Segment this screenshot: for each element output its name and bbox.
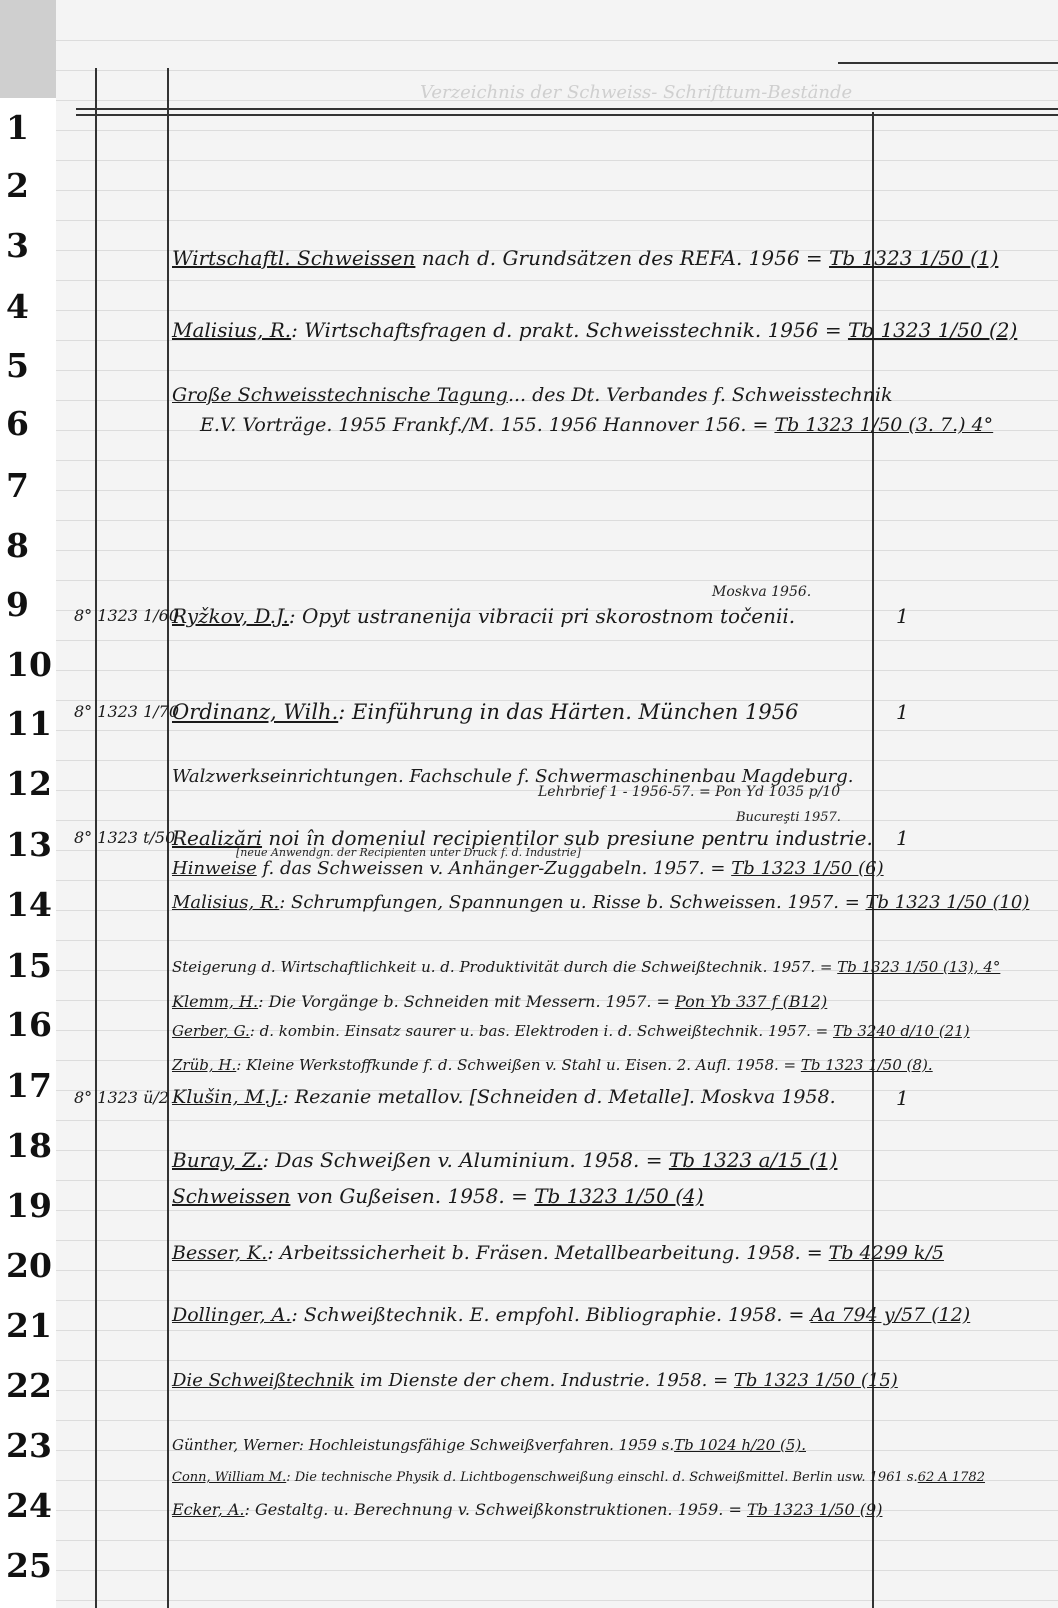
ruled-line <box>56 1570 1058 1571</box>
ruled-line <box>56 280 1058 281</box>
call-number: Tb 1323 1/50 (6) <box>731 858 884 879</box>
catalog-entry <box>172 1500 882 1519</box>
ruled-line <box>56 370 1058 371</box>
entry-author: Hinweise <box>172 858 257 879</box>
catalog-entry <box>172 1148 837 1172</box>
entry-text: von Gußeisen. 1958. = <box>290 1184 535 1208</box>
header-rule <box>76 108 1058 110</box>
ruled-line <box>56 40 1058 41</box>
catalog-entry <box>172 1086 836 1108</box>
call-number: Tb 1323 1/50 (2) <box>847 318 1018 342</box>
entry-author: Ryžkov, D.J. <box>172 604 289 628</box>
catalog-entry <box>172 1056 933 1074</box>
ruled-line <box>56 520 1058 521</box>
row-number: 13 <box>6 825 52 864</box>
call-number: Tb 1024 h/20 (5). <box>674 1436 806 1454</box>
ruled-line <box>56 1270 1058 1271</box>
ruled-line <box>56 490 1058 491</box>
ruled-line <box>56 1240 1058 1241</box>
ruled-line <box>56 760 1058 761</box>
ruled-line <box>56 1300 1058 1301</box>
catalog-entry <box>172 1370 898 1391</box>
ruled-line <box>56 1600 1058 1601</box>
entry-text: : Kleine Werkstoffkunde f. d. Schweißen v. Stahl u. Eisen. 2. Aufl. 1958. = <box>236 1056 801 1074</box>
entry-text: : Das Schweißen v. Aluminium. 1958. = <box>262 1148 669 1172</box>
catalog-entry <box>172 384 893 406</box>
call-number: Tb 1323 1/50 (15) <box>733 1370 898 1391</box>
entry-text: Steigerung d. Wirtschaftlichkeit u. d. Produktivität durch die Schweißtechnik. 1957. = <box>172 958 838 976</box>
entry-author: Große Schweisstechnische Tagung <box>172 384 508 406</box>
call-number: Aa 794 y/57 (12) <box>810 1304 971 1326</box>
ruled-line <box>56 1180 1058 1181</box>
call-number: Tb 4299 k/5 <box>828 1242 944 1264</box>
ledger-paper <box>56 0 1058 1608</box>
call-number: Tb 1323 1/50 (13), 4° <box>837 958 1001 976</box>
copy-count: 1 <box>896 604 909 628</box>
entry-text: : Schweißtechnik. E. empfohl. Bibliographie. 1958. = <box>291 1304 811 1326</box>
ruled-line <box>56 730 1058 731</box>
catalog-entry <box>172 892 1029 913</box>
row-number: 9 <box>6 585 29 624</box>
copy-count: 1 <box>896 1086 909 1110</box>
row-number: 14 <box>6 885 52 924</box>
entry-text: f. das Schweissen v. Anhänger-Zuggabeln. 1957. = <box>256 858 732 879</box>
marginal-note: Moskva 1956. <box>712 584 812 600</box>
catalog-entry <box>172 318 1017 342</box>
catalog-entry <box>172 1470 985 1485</box>
entry-text: : d. kombin. Einsatz saurer u. bas. Elektroden i. d. Schweißtechnik. 1957. = <box>249 1022 833 1040</box>
entry-text: nach d. Grundsätzen des REFA. 1956 = <box>415 246 830 270</box>
row-number: 1 <box>6 108 29 147</box>
call-number: 62 A 1782 <box>917 1470 985 1485</box>
entry-author: Ecker, A. <box>172 1500 245 1519</box>
row-number: 18 <box>6 1126 52 1165</box>
row-number: 6 <box>6 404 29 443</box>
ruled-line <box>56 670 1058 671</box>
row-number: 19 <box>6 1186 52 1225</box>
entry-author: Klemm, H. <box>172 992 259 1011</box>
ruled-line <box>56 190 1058 191</box>
call-number: Tb 1323 1/50 (1) <box>829 246 999 270</box>
row-number: 10 <box>6 645 52 684</box>
entry-author: Conn, William M. <box>172 1470 287 1485</box>
catalog-entry <box>172 958 1000 976</box>
ruled-line <box>56 580 1058 581</box>
row-number: 24 <box>6 1486 52 1525</box>
entry-text: : Schrumpfungen, Spannungen u. Risse b. Schweissen. 1957. = <box>279 892 866 913</box>
catalog-entry <box>172 1242 944 1264</box>
call-number: Tb 1323 1/50 (9) <box>746 1500 883 1519</box>
ruled-line <box>56 130 1058 131</box>
row-number: 2 <box>6 166 29 205</box>
entry-text: : Arbeitssicherheit b. Fräsen. Metallbearbeitung. 1958. = <box>267 1242 829 1264</box>
catalog-entry <box>200 414 993 436</box>
ruled-line <box>56 820 1058 821</box>
strip-header-block <box>0 0 56 98</box>
entry-text: : Rezanie metallov. [Schneiden d. Metalle]. Moskva 1958. <box>282 1086 836 1108</box>
entry-text: Günther, Werner: Hochleistungsfähige Schweißverfahren. 1959 s. <box>172 1436 675 1454</box>
entry-author: Schweissen <box>172 1184 291 1208</box>
shelf-mark: 8° 1323 ü/2 <box>74 1088 169 1107</box>
row-number: 17 <box>6 1066 52 1105</box>
ruled-line <box>56 460 1058 461</box>
ruled-line <box>56 310 1058 311</box>
ruled-line <box>56 1210 1058 1211</box>
ruled-line <box>56 1540 1058 1541</box>
row-number: 23 <box>6 1426 52 1465</box>
ruled-line <box>56 640 1058 641</box>
call-number: Tb 1323 1/50 (3. 7.) 4° <box>774 414 994 436</box>
catalog-entry <box>172 1436 806 1454</box>
copy-count: 1 <box>896 700 909 724</box>
entry-text: : Opyt ustranenija vibracii pri skorostnom točenii. <box>288 604 796 628</box>
entry-author: Ordinanz, Wilh. <box>172 700 339 724</box>
catalog-entry <box>172 1184 704 1208</box>
ruled-line <box>56 550 1058 551</box>
entry-author: Wirtschaftl. Schweissen <box>172 246 416 270</box>
entry-author: Klušin, M.J. <box>172 1086 283 1108</box>
entry-author: Gerber, G. <box>172 1022 250 1040</box>
header-rule <box>76 114 1058 116</box>
catalog-entry <box>172 992 827 1011</box>
entry-text: : Gestaltg. u. Berechnung v. Schweißkonstruktionen. 1959. = <box>244 1500 747 1519</box>
marginal-note: Bucureşti 1957. <box>736 810 841 825</box>
entry-text: Walzwerkseinrichtungen. Fachschule f. Schwermaschinenbau Magdeburg. <box>172 766 854 787</box>
row-number: 3 <box>6 226 29 265</box>
entry-text: noi în domeniul recipientilor sub presiune pentru industrie. <box>262 826 873 850</box>
entry-author: Buray, Z. <box>172 1148 263 1172</box>
row-number: 20 <box>6 1246 52 1285</box>
row-number: 15 <box>6 946 52 985</box>
entry-text: : Einführung in das Härten. München 1956 <box>338 700 799 724</box>
shelf-mark: 8° 1323 1/70 <box>74 702 179 721</box>
row-number: 22 <box>6 1366 52 1405</box>
catalog-entry <box>172 1022 970 1040</box>
call-number: Tb 1323 1/50 (8). <box>800 1056 933 1074</box>
catalog-entry <box>172 858 884 879</box>
entry-author: Die Schweißtechnik <box>172 1370 355 1391</box>
call-number: Tb 3240 d/10 (21) <box>833 1022 970 1040</box>
entry-author: Realizări <box>172 826 263 850</box>
row-number: 21 <box>6 1306 52 1345</box>
ruled-line <box>56 880 1058 881</box>
call-number: Tb 1323 1/50 (4) <box>534 1184 704 1208</box>
entry-text: : Wirtschaftsfragen d. prakt. Schweisstechnik. 1956 = <box>291 318 848 342</box>
ruled-line <box>56 70 1058 71</box>
ruled-line <box>56 940 1058 941</box>
call-number: Tb 1323 a/15 (1) <box>668 1148 838 1172</box>
row-number: 16 <box>6 1005 52 1044</box>
ruled-line <box>56 1330 1058 1331</box>
row-number: 11 <box>6 704 52 743</box>
catalog-entry <box>172 604 795 628</box>
entry-text: E.V. Vorträge. 1955 Frankf./M. 155. 1956 Hannover 156. = <box>200 414 775 436</box>
entry-author: Besser, K. <box>172 1242 268 1264</box>
ruled-line <box>56 160 1058 161</box>
header-rule <box>838 62 1058 64</box>
ruled-line <box>56 220 1058 221</box>
copy-count: 1 <box>896 826 909 850</box>
ruled-line <box>56 1360 1058 1361</box>
ruled-line <box>56 1420 1058 1421</box>
entry-text: : Die Vorgänge b. Schneiden mit Messern. 1957. = <box>258 992 676 1011</box>
entry-author: Malisius, R. <box>172 892 280 913</box>
row-number: 5 <box>6 346 29 385</box>
call-number: Pon Yb 337 f (B12) <box>675 992 828 1011</box>
row-number: 8 <box>6 526 29 565</box>
entry-text: ... des Dt. Verbandes f. Schweisstechnik <box>507 384 893 406</box>
marginal-note: Lehrbrief 1 - 1956-57. = Pon Yd 1035 p/10 <box>538 784 841 800</box>
entry-text: : Die technische Physik d. Lichtbogenschweißung einschl. d. Schweißmittel. Berlin usw. 1961 s. <box>286 1470 918 1485</box>
faint-heading: Verzeichnis der Schweiss- Schrifttum-Bestände <box>420 82 853 103</box>
ruled-line <box>56 1120 1058 1121</box>
entry-text: im Dienste der chem. Industrie. 1958. = <box>354 1370 734 1391</box>
entry-author: Malisius, R. <box>172 318 292 342</box>
catalog-entry <box>172 700 798 724</box>
call-number: Tb 1323 1/50 (10) <box>865 892 1030 913</box>
row-number: 7 <box>6 466 29 505</box>
entry-author: Zrüb, H. <box>172 1056 237 1074</box>
shelf-mark: 8° 1323 t/50 <box>74 828 176 847</box>
catalog-entry <box>172 1304 970 1326</box>
marginal-note: [neue Anwendgn. der Recipienten unter Druck f. d. Industrie] <box>236 846 581 859</box>
row-number: 25 <box>6 1546 52 1585</box>
row-number: 12 <box>6 764 52 803</box>
entry-author: Dollinger, A. <box>172 1304 292 1326</box>
catalog-entry <box>172 246 998 270</box>
row-number: 4 <box>6 287 29 326</box>
shelf-mark: 8° 1323 1/60 <box>74 606 179 625</box>
